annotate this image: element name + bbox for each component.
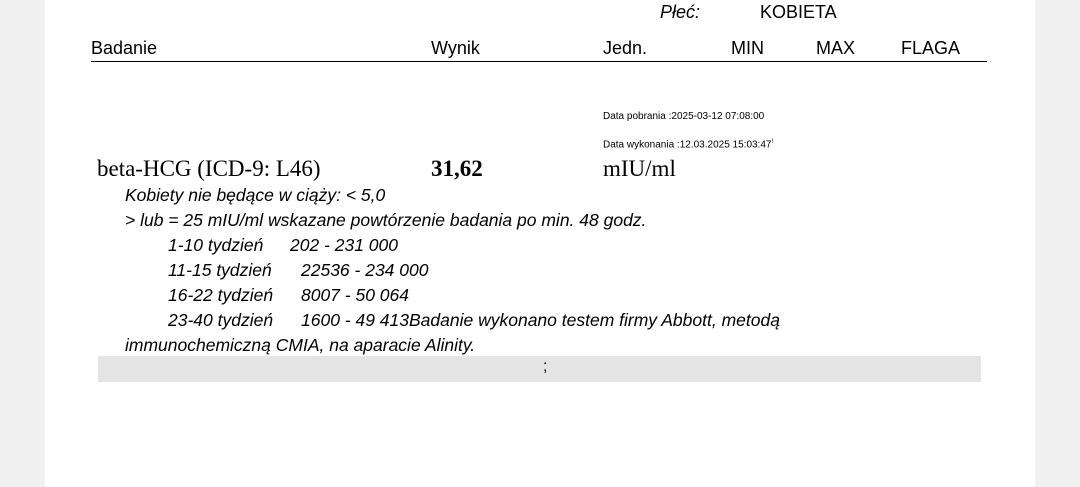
header-test: Badanie xyxy=(91,38,158,58)
range-week: 1-10 tydzień xyxy=(168,235,264,255)
header-unit: Jedn. xyxy=(603,38,648,58)
range-value: 22536 - 234 000 xyxy=(301,260,429,280)
footer-text: ; xyxy=(543,358,548,375)
footer-bar xyxy=(98,356,981,382)
range-value: 1600 - 49 413Badanie wykonano testem firmy Abbott, metodą xyxy=(301,310,780,330)
note-line-2: > lub = 25 mIU/ml wskazane powtórzenie badania po min. 48 godz. xyxy=(125,210,647,230)
note-line-1: Kobiety nie będące w ciąży: < 5,0 xyxy=(125,185,386,205)
result-unit: mIU/ml xyxy=(603,156,676,181)
result-value: 31,62 xyxy=(431,156,483,181)
note-last-line: immunochemiczną CMIA, na aparacie Alinity. xyxy=(125,335,476,355)
date-collected: Data pobrania :2025-03-12 07:08:00 xyxy=(603,111,765,122)
sex-label: Płeć: xyxy=(660,2,701,22)
range-week: 11-15 tydzień xyxy=(168,260,272,280)
range-value: 202 - 231 000 xyxy=(290,235,399,255)
header-max: MAX xyxy=(816,38,856,58)
range-value: 8007 - 50 064 xyxy=(301,285,410,305)
test-name: beta-HCG (ICD-9: L46) xyxy=(97,156,321,181)
date-performed-text: Data wykonania :12.03.2025 15:03:47 xyxy=(603,139,772,151)
sex-value: KOBIETA xyxy=(760,2,837,22)
date-performed-mark: ! xyxy=(771,139,774,145)
range-week: 23-40 tydzień xyxy=(168,310,274,330)
header-rule xyxy=(91,61,987,62)
header-result: Wynik xyxy=(431,38,480,58)
date-performed xyxy=(603,139,773,150)
header-min: MIN xyxy=(731,38,764,58)
header-flag: FLAGA xyxy=(901,38,961,58)
report-page xyxy=(45,0,1035,487)
range-week: 16-22 tydzień xyxy=(168,285,274,305)
